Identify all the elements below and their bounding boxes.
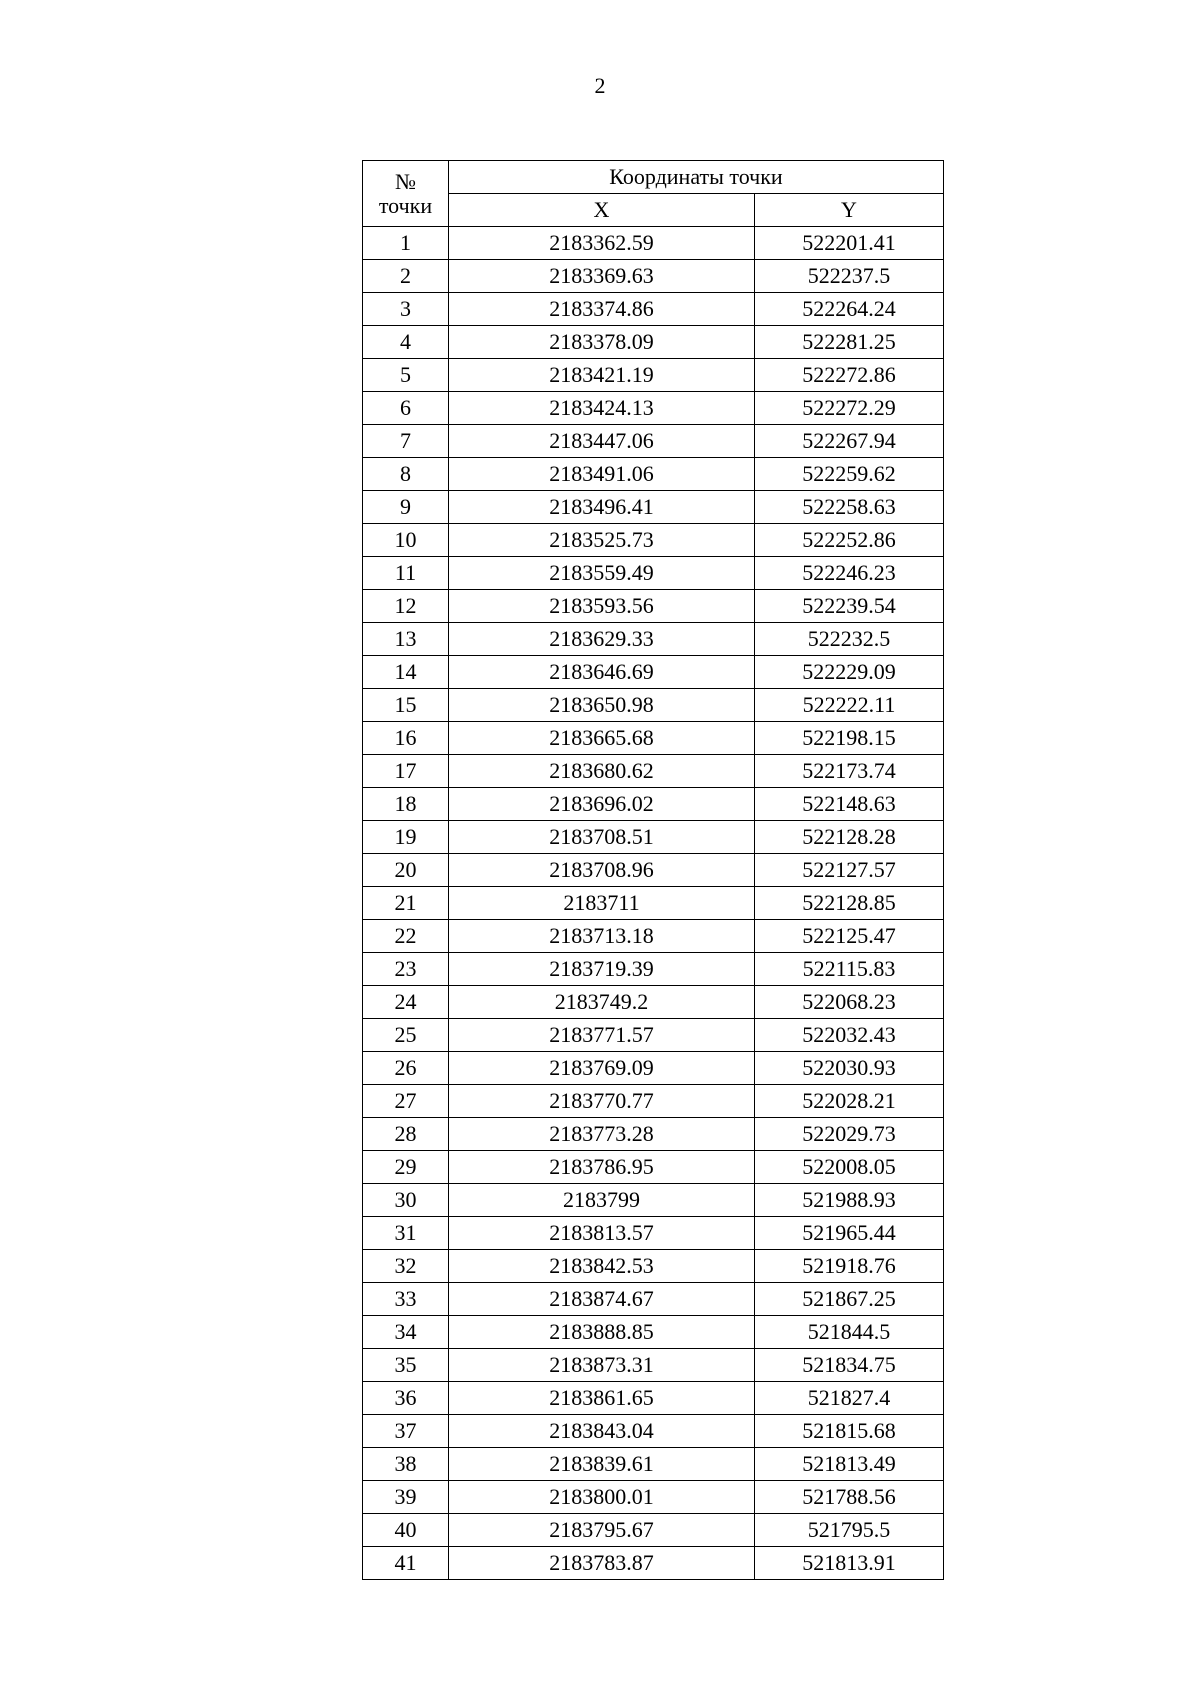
point-number-cell: 37	[363, 1415, 449, 1448]
table-row	[363, 1415, 944, 1448]
table-row	[363, 392, 944, 425]
x-coordinate-cell: 2183773.28	[449, 1118, 755, 1151]
x-coordinate-cell: 2183770.77	[449, 1085, 755, 1118]
x-coordinate-cell: 2183593.56	[449, 590, 755, 623]
y-coordinate-cell: 522198.15	[755, 722, 944, 755]
y-coordinate-cell: 522128.28	[755, 821, 944, 854]
x-coordinate-cell: 2183713.18	[449, 920, 755, 953]
x-coordinate-cell: 2183646.69	[449, 656, 755, 689]
table-row	[363, 1217, 944, 1250]
header-point-number	[363, 161, 449, 227]
x-coordinate-cell: 2183800.01	[449, 1481, 755, 1514]
y-coordinate-cell: 522229.09	[755, 656, 944, 689]
point-number-cell: 8	[363, 458, 449, 491]
header-point-number-word: точки	[378, 192, 433, 218]
table-row	[363, 920, 944, 953]
y-coordinate-cell: 522259.62	[755, 458, 944, 491]
x-coordinate-cell: 2183749.2	[449, 986, 755, 1019]
table-row	[363, 326, 944, 359]
x-coordinate-cell: 2183559.49	[449, 557, 755, 590]
x-coordinate-cell: 2183711	[449, 887, 755, 920]
y-coordinate-cell: 522258.63	[755, 491, 944, 524]
point-number-cell: 25	[363, 1019, 449, 1052]
point-number-cell: 36	[363, 1382, 449, 1415]
coordinates-table	[362, 160, 944, 1580]
point-number-cell: 28	[363, 1118, 449, 1151]
table-row	[363, 1019, 944, 1052]
point-number-cell: 23	[363, 953, 449, 986]
point-number-cell: 39	[363, 1481, 449, 1514]
y-coordinate-cell: 522148.63	[755, 788, 944, 821]
table-row	[363, 359, 944, 392]
x-coordinate-cell: 2183795.67	[449, 1514, 755, 1547]
table-row	[363, 788, 944, 821]
x-coordinate-cell: 2183696.02	[449, 788, 755, 821]
x-coordinate-cell: 2183708.96	[449, 854, 755, 887]
x-coordinate-cell: 2183369.63	[449, 260, 755, 293]
y-coordinate-cell: 522264.24	[755, 293, 944, 326]
y-coordinate-cell: 521918.76	[755, 1250, 944, 1283]
table-row	[363, 1085, 944, 1118]
point-number-cell: 32	[363, 1250, 449, 1283]
table-row	[363, 458, 944, 491]
point-number-cell: 17	[363, 755, 449, 788]
table-row	[363, 1514, 944, 1547]
y-coordinate-cell: 522029.73	[755, 1118, 944, 1151]
y-coordinate-cell: 521834.75	[755, 1349, 944, 1382]
x-coordinate-cell: 2183447.06	[449, 425, 755, 458]
table-row	[363, 1547, 944, 1580]
table-row	[363, 1481, 944, 1514]
x-coordinate-cell: 2183786.95	[449, 1151, 755, 1184]
point-number-cell: 1	[363, 227, 449, 260]
point-number-cell: 21	[363, 887, 449, 920]
y-coordinate-cell: 522239.54	[755, 590, 944, 623]
table-row	[363, 557, 944, 590]
point-number-cell: 40	[363, 1514, 449, 1547]
y-coordinate-cell: 522272.86	[755, 359, 944, 392]
header-row-top	[363, 161, 944, 194]
y-coordinate-cell: 521795.5	[755, 1514, 944, 1547]
table-row	[363, 1283, 944, 1316]
point-number-cell: 35	[363, 1349, 449, 1382]
table-row	[363, 623, 944, 656]
x-coordinate-cell: 2183783.87	[449, 1547, 755, 1580]
table-row	[363, 1151, 944, 1184]
table-row	[363, 1118, 944, 1151]
point-number-cell: 22	[363, 920, 449, 953]
point-number-cell: 24	[363, 986, 449, 1019]
y-coordinate-cell: 522125.47	[755, 920, 944, 953]
x-coordinate-cell: 2183769.09	[449, 1052, 755, 1085]
header-x: X	[449, 194, 755, 227]
point-number-cell: 12	[363, 590, 449, 623]
page-number: 2	[594, 73, 606, 98]
y-coordinate-cell: 521815.68	[755, 1415, 944, 1448]
y-coordinate-cell: 522281.25	[755, 326, 944, 359]
y-coordinate-cell: 522201.41	[755, 227, 944, 260]
point-number-cell: 20	[363, 854, 449, 887]
x-coordinate-cell: 2183874.67	[449, 1283, 755, 1316]
point-number-cell: 7	[363, 425, 449, 458]
x-coordinate-cell: 2183650.98	[449, 689, 755, 722]
y-coordinate-cell: 522128.85	[755, 887, 944, 920]
x-coordinate-cell: 2183839.61	[449, 1448, 755, 1481]
y-coordinate-cell: 522272.29	[755, 392, 944, 425]
y-coordinate-cell: 521988.93	[755, 1184, 944, 1217]
point-number-cell: 34	[363, 1316, 449, 1349]
point-number-cell: 11	[363, 557, 449, 590]
x-coordinate-cell: 2183362.59	[449, 227, 755, 260]
table-row	[363, 1250, 944, 1283]
table-row	[363, 722, 944, 755]
y-coordinate-cell: 522030.93	[755, 1052, 944, 1085]
table-row	[363, 293, 944, 326]
x-coordinate-cell: 2183799	[449, 1184, 755, 1217]
table-row	[363, 425, 944, 458]
table-row	[363, 986, 944, 1019]
point-number-cell: 19	[363, 821, 449, 854]
point-number-cell: 3	[363, 293, 449, 326]
y-coordinate-cell: 522267.94	[755, 425, 944, 458]
point-number-cell: 10	[363, 524, 449, 557]
y-coordinate-cell: 522068.23	[755, 986, 944, 1019]
point-number-cell: 15	[363, 689, 449, 722]
table-row	[363, 1382, 944, 1415]
y-coordinate-cell: 522252.86	[755, 524, 944, 557]
table-row	[363, 656, 944, 689]
point-number-cell: 2	[363, 260, 449, 293]
y-coordinate-cell: 522232.5	[755, 623, 944, 656]
y-coordinate-cell: 522008.05	[755, 1151, 944, 1184]
y-coordinate-cell: 522115.83	[755, 953, 944, 986]
table-row	[363, 1316, 944, 1349]
x-coordinate-cell: 2183424.13	[449, 392, 755, 425]
y-coordinate-cell: 522028.21	[755, 1085, 944, 1118]
table-row	[363, 953, 944, 986]
header-row-bottom	[363, 194, 944, 227]
x-coordinate-cell: 2183491.06	[449, 458, 755, 491]
point-number-cell: 29	[363, 1151, 449, 1184]
x-coordinate-cell: 2183374.86	[449, 293, 755, 326]
x-coordinate-cell: 2183525.73	[449, 524, 755, 557]
y-coordinate-cell: 521788.56	[755, 1481, 944, 1514]
x-coordinate-cell: 2183496.41	[449, 491, 755, 524]
table-row	[363, 821, 944, 854]
table-row	[363, 1448, 944, 1481]
table-row	[363, 689, 944, 722]
header-y: Y	[755, 194, 944, 227]
x-coordinate-cell: 2183771.57	[449, 1019, 755, 1052]
y-coordinate-cell: 521844.5	[755, 1316, 944, 1349]
y-coordinate-cell: 521813.91	[755, 1547, 944, 1580]
point-number-cell: 6	[363, 392, 449, 425]
y-coordinate-cell: 522173.74	[755, 755, 944, 788]
point-number-cell: 26	[363, 1052, 449, 1085]
y-coordinate-cell: 522127.57	[755, 854, 944, 887]
point-number-cell: 30	[363, 1184, 449, 1217]
y-coordinate-cell: 522237.5	[755, 260, 944, 293]
point-number-cell: 14	[363, 656, 449, 689]
point-number-cell: 5	[363, 359, 449, 392]
x-coordinate-cell: 2183861.65	[449, 1382, 755, 1415]
table-row	[363, 227, 944, 260]
table-row	[363, 887, 944, 920]
point-number-cell: 27	[363, 1085, 449, 1118]
table-row	[363, 1184, 944, 1217]
table-row	[363, 1349, 944, 1382]
x-coordinate-cell: 2183378.09	[449, 326, 755, 359]
point-number-cell: 16	[363, 722, 449, 755]
x-coordinate-cell: 2183665.68	[449, 722, 755, 755]
x-coordinate-cell: 2183888.85	[449, 1316, 755, 1349]
table-row	[363, 1052, 944, 1085]
point-number-cell: 13	[363, 623, 449, 656]
point-number-cell: 9	[363, 491, 449, 524]
table-body	[363, 227, 944, 1580]
point-number-cell: 33	[363, 1283, 449, 1316]
y-coordinate-cell: 521827.4	[755, 1382, 944, 1415]
x-coordinate-cell: 2183680.62	[449, 755, 755, 788]
y-coordinate-cell: 521813.49	[755, 1448, 944, 1481]
point-number-cell: 38	[363, 1448, 449, 1481]
y-coordinate-cell: 522246.23	[755, 557, 944, 590]
table-row	[363, 755, 944, 788]
y-coordinate-cell: 522032.43	[755, 1019, 944, 1052]
point-number-cell: 31	[363, 1217, 449, 1250]
table-row	[363, 260, 944, 293]
y-coordinate-cell: 522222.11	[755, 689, 944, 722]
y-coordinate-cell: 521965.44	[755, 1217, 944, 1250]
table-row	[363, 590, 944, 623]
table-row	[363, 491, 944, 524]
x-coordinate-cell: 2183873.31	[449, 1349, 755, 1382]
x-coordinate-cell: 2183843.04	[449, 1415, 755, 1448]
x-coordinate-cell: 2183719.39	[449, 953, 755, 986]
point-number-cell: 4	[363, 326, 449, 359]
y-coordinate-cell: 521867.25	[755, 1283, 944, 1316]
x-coordinate-cell: 2183842.53	[449, 1250, 755, 1283]
header-coordinates-title: Координаты точки	[449, 161, 944, 194]
x-coordinate-cell: 2183421.19	[449, 359, 755, 392]
table-header	[363, 161, 944, 227]
table-row	[363, 854, 944, 887]
x-coordinate-cell: 2183708.51	[449, 821, 755, 854]
x-coordinate-cell: 2183629.33	[449, 623, 755, 656]
point-number-cell: 41	[363, 1547, 449, 1580]
point-number-cell: 18	[363, 788, 449, 821]
x-coordinate-cell: 2183813.57	[449, 1217, 755, 1250]
header-point-number-symbol: №	[395, 168, 416, 194]
table-row	[363, 524, 944, 557]
